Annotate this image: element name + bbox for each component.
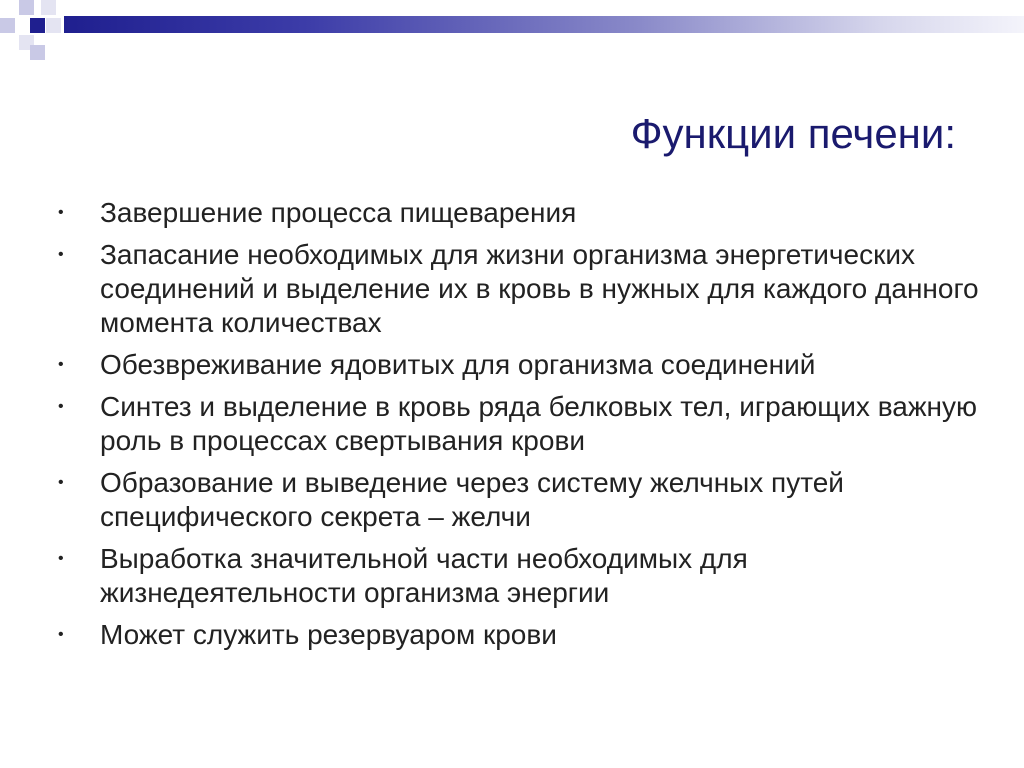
bullet-item <box>58 196 988 230</box>
bullet-text: Может служить резервуаром крови <box>100 619 557 650</box>
bullet-item <box>58 466 988 534</box>
decor-square <box>46 18 61 33</box>
bullet-icon: • <box>58 474 64 491</box>
decor-square <box>19 0 34 15</box>
decor-square <box>41 0 56 15</box>
bullet-icon: • <box>58 550 64 567</box>
decor-square <box>30 18 45 33</box>
bullet-icon: • <box>58 356 64 373</box>
bullet-text: Запасание необходимых для жизни организма энергетических соединений и выделение их в кровь в нужных для каждого данного момента количествах <box>100 239 979 338</box>
bullet-item <box>58 390 988 458</box>
slide-title: Функции печени: <box>630 110 956 157</box>
bullet-item <box>58 348 988 382</box>
bullet-icon: • <box>58 246 64 263</box>
bullet-text: Выработка значительной части необходимых для жизнедеятельности организма энергии <box>100 543 748 608</box>
bullet-item <box>58 618 988 652</box>
bullet-icon: • <box>58 398 64 415</box>
bullet-text: Синтез и выделение в кровь ряда белковых тел, играющих важную роль в процессах свертывания крови <box>100 391 978 456</box>
bullet-icon: • <box>58 204 64 221</box>
decor-square <box>30 45 45 60</box>
bullet-text: Образование и выведение через систему желчных путей специфического секрета – желчи <box>100 467 844 532</box>
bullet-list <box>58 196 988 660</box>
bullet-item <box>58 238 988 340</box>
bullet-text: Завершение процесса пищеварения <box>100 197 577 228</box>
bullet-item <box>58 542 988 610</box>
decor-square <box>0 18 15 33</box>
bullet-icon: • <box>58 626 64 643</box>
header-decoration <box>0 0 1024 70</box>
header-gradient-bar <box>64 16 1024 33</box>
bullet-text: Обезвреживание ядовитых для организма соединений <box>100 349 816 380</box>
